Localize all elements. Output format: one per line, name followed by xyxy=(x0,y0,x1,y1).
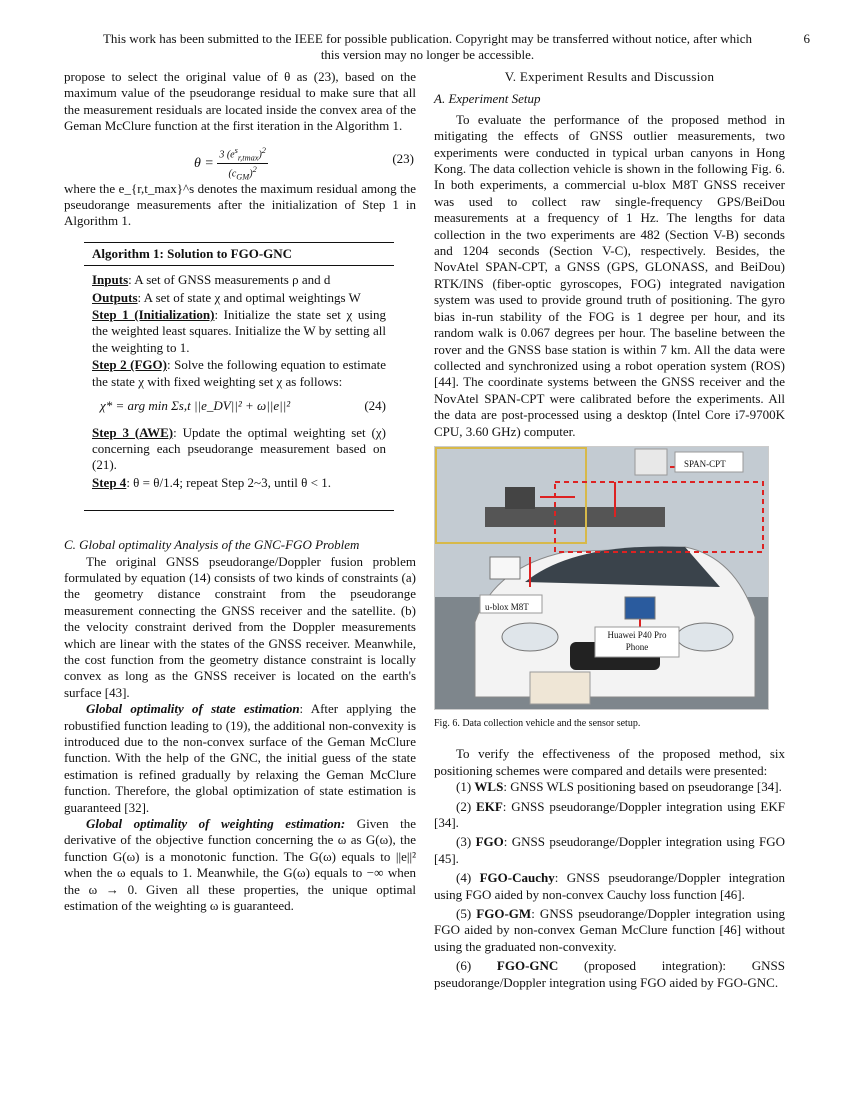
list-item xyxy=(434,834,785,867)
list-item xyxy=(434,958,785,991)
figure-caption: Fig. 6. Data collection vehicle and the sensor setup. xyxy=(434,717,641,729)
algorithm-body xyxy=(84,266,394,491)
algorithm-box xyxy=(84,242,394,511)
section-heading-c: C. Global optimality Analysis of the GNC-FGO Problem xyxy=(64,537,360,553)
list-item-keyword: FGO-GM xyxy=(476,906,532,921)
equation-number: (23) xyxy=(392,150,414,166)
equation-24 xyxy=(100,398,386,414)
step3-text: : Update the optimal weighting set (χ) concerning each pseudorange measurement based on (21). xyxy=(92,424,386,473)
list-item-keyword: FGO xyxy=(475,834,504,850)
scheme-list xyxy=(434,779,785,991)
label-ublox: u-blox M8T xyxy=(485,601,529,612)
paragraph: where the e_{r,t_max}^s denotes the maximum residual among the pseudorange measurements after the initialization of Step 1 in Algorithm 1. xyxy=(64,180,416,229)
equation-23 xyxy=(64,141,416,182)
list-item xyxy=(434,779,785,795)
header-line-2: this version may no longer be accessible. xyxy=(320,47,535,62)
paragraph: To verify the effectiveness of the proposed method, six positioning schemes were compared and details were presented: xyxy=(434,746,785,778)
list-item-keyword: FGO-Cauchy xyxy=(479,870,555,886)
list-item xyxy=(434,799,785,832)
paragraph: Given the derivative of the objective function concerning the ω as G(ω), the function G(ω) is a monotonic function. The G(ω) equals to ||e||² when the ω equals to 1. Meanwhile, the G(ω) equals to −∞ when the ω → 0. Given all these properties, the unique optimal estimation of the weighting ω is guaranteed. xyxy=(64,816,416,914)
equation-23-body: θ = $\frac{3 (e^s_{r,tmax})^2}{(c_{GM})^2}$ xyxy=(194,145,266,182)
step2-label: Step 2 (FGO) xyxy=(92,357,167,373)
paragraph-lead: Global optimality of weighting estimation: xyxy=(86,816,346,832)
list-item-text: : GNSS pseudorange/Doppler integration using FGO aided by non-convex Geman McClure function [46] without using the graduated non-convexity. xyxy=(434,906,785,954)
list-item-keyword: FGO-GNC xyxy=(496,958,559,974)
label-huawei-line1: Huawei P40 Pro xyxy=(607,629,667,640)
step4-text: : θ = θ/1.4; repeat Step 2~3, until θ < 1. xyxy=(126,474,331,490)
list-item xyxy=(434,906,785,955)
label-huawei-line2: Phone xyxy=(625,641,649,652)
list-item-keyword: EKF xyxy=(476,798,503,814)
step1-label: Step 1 (Initialization) xyxy=(92,307,215,323)
vehicle-illustration xyxy=(435,447,768,709)
outputs-text: : A set of state χ and optimal weightings W xyxy=(137,289,361,305)
list-item-text: (proposed integration): GNSS pseudorange/Doppler integration using FGO aided by FGO-GNC. xyxy=(434,958,785,990)
list-item-number: (3) xyxy=(456,834,476,850)
list-item-keyword: WLS xyxy=(474,779,504,795)
list-item xyxy=(434,870,785,903)
step2-text: : Solve the following equation to estimate the state χ with fixed weighting set χ as follows: xyxy=(92,357,386,389)
right-column xyxy=(434,69,785,994)
list-item-text: : GNSS pseudorange/Doppler integration using FGO [45]. xyxy=(434,834,785,866)
paragraph: propose to select the original value of θ as (23), based on the maximum value of the pseudorange residual to make sure that all the measurement residuals are located inside the convex area of the Geman McClure function at the first iteration in the Algorithm 1. xyxy=(64,69,416,134)
inputs-text: : A set of GNSS measurements ρ and d xyxy=(128,272,331,288)
label-huawei xyxy=(595,629,679,653)
step4-label: Step 4 xyxy=(92,474,127,490)
equation-number: (24) xyxy=(364,398,386,414)
section-heading-a: A. Experiment Setup xyxy=(434,91,541,107)
list-item-number: (6) xyxy=(456,958,497,974)
list-item-text: : GNSS pseudorange/Doppler integration using EKF [34]. xyxy=(434,798,785,830)
page-header xyxy=(60,31,795,63)
list-item-number: (5) xyxy=(456,906,477,921)
page-number: 6 xyxy=(803,31,810,46)
algorithm-title: Algorithm 1: Solution to FGO-GNC xyxy=(84,243,394,266)
outputs-label: Outputs xyxy=(92,289,138,305)
figure-vehicle-photo xyxy=(434,446,769,710)
paragraph: : After applying the robustified function leading to (19), the additional non-convexity is introduced due to the non-convex surface of the Geman McClure function. With the help of the GNC, the initial guess of the state estimation is refined gradually by relaxing the Geman McClure function. Therefore, the global optimization of state estimation is guaranteed [32]. xyxy=(64,701,416,815)
header-line-1: This work has been submitted to the IEEE for possible publication. Copyright may be transferred without notice, after which xyxy=(102,31,753,46)
inputs-label: Inputs xyxy=(92,272,129,288)
paragraph: The original GNSS pseudorange/Doppler fusion problem formulated by equation (14) consists of two kinds of constraints (a) the geometry distance constraint from the pseudorange measurement connecting the GNSS receiver and the satellite. (b) the velocity constraint derived from the Doppler measurements which are linear with the states of the GNSS receiver. Meanwhile, the cost function from the geometry distance constraint is locally convex as long as the GNSS receiver is located on the earth's surface [43]. xyxy=(64,553,416,700)
list-item-number: (4) xyxy=(456,870,480,886)
paragraph-lead: Global optimality of state estimation xyxy=(86,701,300,717)
list-item-number: (1) xyxy=(456,779,475,795)
label-span-cpt: SPAN-CPT xyxy=(684,458,726,469)
step1-text: : Initialize the state set χ using the weighted least squares. Initialize the W by setting all the weighting to 1. xyxy=(92,307,386,355)
list-item-number: (2) xyxy=(456,798,477,814)
paragraph: To evaluate the performance of the proposed method in mitigating the effects of GNSS outlier measurements, two experiments were conducted in typical urban canyons in Hong Kong. The data collection vehicle is shown in the following Fig. 6. In both experiments, a commercial u-blox M8T GNSS receiver was used to collect raw single-frequency GPS/BeiDou measurements at a frequency of 1 Hz. The lengths for data collection in the two experiments are 482 (Section V-B) seconds and 1204 seconds (Section V-C), respectively. Besides, the NovAtel SPAN-CPT, a GNSS (GPS, GLONASS, and BeiDou) RTK/INS (fiber-optic gyroscopes, FOG) integrated navigation system was used to provide ground truth of positioning. The gyro bias in-run stability of the FOG is 1 degree per hour, and its random walk is 0.067 degrees per hour. The baseline between the rover and the GNSS base station is within 7 km. All the data were collected and synchronized using a robot operation system (ROS) [44]. The coordinate systems between the GNSS receiver and the NovAtel SPAN-CPT were calibrated before the experiments. All the data are post-processed using a desktop (Intel Core i7-9700K CPU, 3.60 GHz) computer. xyxy=(434,111,785,439)
left-column xyxy=(64,69,416,914)
section-heading-v: V. Experiment Results and Discussion xyxy=(504,69,715,84)
equation-24-body: χ* = arg min Σs,t ||e_DV||² + ω||e||² xyxy=(100,398,291,414)
list-item-text: : GNSS WLS positioning based on pseudorange [34]. xyxy=(503,779,782,795)
list-item-text: : GNSS pseudorange/Doppler integration using FGO aided by non-convex Cauchy loss function [46]. xyxy=(434,870,785,902)
step3-label: Step 3 (AWE) xyxy=(92,424,174,440)
